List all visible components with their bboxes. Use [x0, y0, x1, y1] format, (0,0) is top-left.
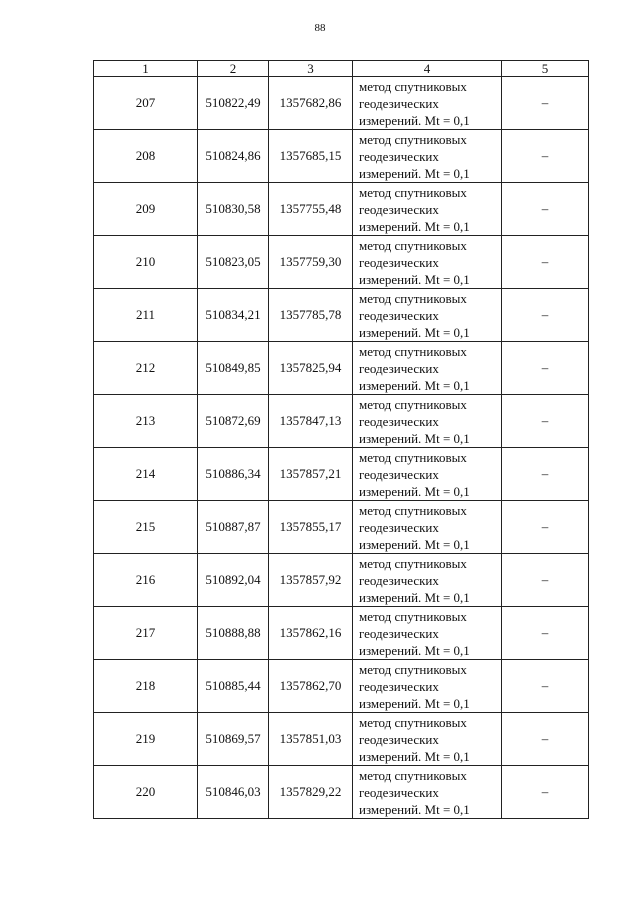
x-coordinate-cell: 510830,58 — [198, 183, 269, 236]
method-cell — [353, 395, 502, 448]
y-coordinate-cell: 1357857,92 — [269, 554, 353, 607]
method-cell — [353, 342, 502, 395]
column-5-cell: – — [502, 342, 589, 395]
method-text-line: метод спутниковых — [359, 131, 467, 147]
point-number-cell: 217 — [94, 607, 198, 660]
column-header-3: 3 — [269, 61, 353, 77]
method-text-line: геодезических — [359, 413, 439, 429]
y-coordinate-cell: 1357851,03 — [269, 713, 353, 766]
column-5-cell: – — [502, 130, 589, 183]
y-coordinate-cell: 1357862,70 — [269, 660, 353, 713]
method-cell — [353, 236, 502, 289]
column-header-5: 5 — [502, 61, 589, 77]
column-5-cell: – — [502, 713, 589, 766]
y-coordinate-cell: 1357855,17 — [269, 501, 353, 554]
method-text-line: геодезических — [359, 466, 439, 482]
point-number-cell: 214 — [94, 448, 198, 501]
method-text-line: измерений. Mt = 0,1 — [359, 642, 470, 658]
table-header-row — [94, 61, 589, 77]
method-text-line: метод спутниковых — [359, 78, 467, 94]
method-cell — [353, 554, 502, 607]
method-text-line: измерений. Mt = 0,1 — [359, 536, 470, 552]
column-5-cell: – — [502, 607, 589, 660]
x-coordinate-cell: 510824,86 — [198, 130, 269, 183]
y-coordinate-cell: 1357847,13 — [269, 395, 353, 448]
x-coordinate-cell: 510886,34 — [198, 448, 269, 501]
x-coordinate-cell: 510822,49 — [198, 77, 269, 130]
x-coordinate-cell: 510888,88 — [198, 607, 269, 660]
x-coordinate-cell: 510823,05 — [198, 236, 269, 289]
method-text-line: измерений. Mt = 0,1 — [359, 430, 470, 446]
method-text-line: измерений. Mt = 0,1 — [359, 271, 470, 287]
method-text-line: метод спутниковых — [359, 555, 467, 571]
table-row — [94, 183, 589, 236]
y-coordinate-cell: 1357862,16 — [269, 607, 353, 660]
method-cell — [353, 501, 502, 554]
y-coordinate-cell: 1357682,86 — [269, 77, 353, 130]
point-number-cell: 211 — [94, 289, 198, 342]
y-coordinate-cell: 1357785,78 — [269, 289, 353, 342]
method-text-line: измерений. Mt = 0,1 — [359, 218, 470, 234]
table-row — [94, 130, 589, 183]
method-text-line: метод спутниковых — [359, 714, 467, 730]
column-5-cell: – — [502, 77, 589, 130]
point-number-cell: 212 — [94, 342, 198, 395]
method-text-line: геодезических — [359, 95, 439, 111]
column-5-cell: – — [502, 448, 589, 501]
method-text-line: геодезических — [359, 201, 439, 217]
table-row — [94, 395, 589, 448]
method-text-line: метод спутниковых — [359, 343, 467, 359]
method-text-line: метод спутниковых — [359, 767, 467, 783]
table-row — [94, 554, 589, 607]
method-text-line: метод спутниковых — [359, 449, 467, 465]
table-row — [94, 77, 589, 130]
method-cell — [353, 766, 502, 819]
table-row — [94, 448, 589, 501]
method-text-line: геодезических — [359, 625, 439, 641]
method-text-line: геодезических — [359, 731, 439, 747]
point-number-cell: 210 — [94, 236, 198, 289]
method-text-line: метод спутниковых — [359, 502, 467, 518]
x-coordinate-cell: 510849,85 — [198, 342, 269, 395]
method-text-line: геодезических — [359, 360, 439, 376]
table-body — [94, 77, 589, 819]
method-text-line: измерений. Mt = 0,1 — [359, 483, 470, 499]
method-text-line: измерений. Mt = 0,1 — [359, 748, 470, 764]
table-row — [94, 766, 589, 819]
column-5-cell: – — [502, 183, 589, 236]
method-cell — [353, 289, 502, 342]
point-number-cell: 215 — [94, 501, 198, 554]
y-coordinate-cell: 1357759,30 — [269, 236, 353, 289]
x-coordinate-cell: 510887,87 — [198, 501, 269, 554]
column-5-cell: – — [502, 236, 589, 289]
y-coordinate-cell: 1357857,21 — [269, 448, 353, 501]
point-number-cell: 207 — [94, 77, 198, 130]
method-text-line: измерений. Mt = 0,1 — [359, 377, 470, 393]
method-text-line: геодезических — [359, 148, 439, 164]
x-coordinate-cell: 510869,57 — [198, 713, 269, 766]
method-text-line: геодезических — [359, 572, 439, 588]
method-text-line: геодезических — [359, 307, 439, 323]
method-cell — [353, 660, 502, 713]
method-text-line: геодезических — [359, 519, 439, 535]
method-cell — [353, 130, 502, 183]
method-cell — [353, 77, 502, 130]
coordinates-table — [93, 60, 589, 819]
x-coordinate-cell: 510834,21 — [198, 289, 269, 342]
column-5-cell: – — [502, 660, 589, 713]
point-number-cell: 213 — [94, 395, 198, 448]
method-text-line: метод спутниковых — [359, 396, 467, 412]
table-row — [94, 342, 589, 395]
column-header-4: 4 — [353, 61, 502, 77]
y-coordinate-cell: 1357829,22 — [269, 766, 353, 819]
y-coordinate-cell: 1357685,15 — [269, 130, 353, 183]
method-text-line: геодезических — [359, 784, 439, 800]
x-coordinate-cell: 510885,44 — [198, 660, 269, 713]
point-number-cell: 216 — [94, 554, 198, 607]
method-text-line: метод спутниковых — [359, 608, 467, 624]
column-5-cell: – — [502, 554, 589, 607]
method-text-line: измерений. Mt = 0,1 — [359, 112, 470, 128]
point-number-cell: 218 — [94, 660, 198, 713]
column-5-cell: – — [502, 395, 589, 448]
method-text-line: измерений. Mt = 0,1 — [359, 589, 470, 605]
y-coordinate-cell: 1357825,94 — [269, 342, 353, 395]
method-cell — [353, 183, 502, 236]
x-coordinate-cell: 510846,03 — [198, 766, 269, 819]
method-cell — [353, 448, 502, 501]
point-number-cell: 208 — [94, 130, 198, 183]
method-text-line: метод спутниковых — [359, 184, 467, 200]
point-number-cell: 220 — [94, 766, 198, 819]
method-cell — [353, 713, 502, 766]
method-text-line: измерений. Mt = 0,1 — [359, 801, 470, 817]
method-text-line: измерений. Mt = 0,1 — [359, 165, 470, 181]
method-cell — [353, 607, 502, 660]
table-row — [94, 713, 589, 766]
point-number-cell: 219 — [94, 713, 198, 766]
table-row — [94, 660, 589, 713]
point-number-cell: 209 — [94, 183, 198, 236]
method-text-line: геодезических — [359, 254, 439, 270]
column-5-cell: – — [502, 766, 589, 819]
method-text-line: метод спутниковых — [359, 290, 467, 306]
table-row — [94, 607, 589, 660]
table-row — [94, 289, 589, 342]
y-coordinate-cell: 1357755,48 — [269, 183, 353, 236]
method-text-line: геодезических — [359, 678, 439, 694]
page-number: 88 — [314, 22, 326, 34]
method-text-line: метод спутниковых — [359, 237, 467, 253]
x-coordinate-cell: 510892,04 — [198, 554, 269, 607]
method-text-line: измерений. Mt = 0,1 — [359, 695, 470, 711]
column-header-1: 1 — [94, 61, 198, 77]
method-text-line: измерений. Mt = 0,1 — [359, 324, 470, 340]
x-coordinate-cell: 510872,69 — [198, 395, 269, 448]
column-header-2: 2 — [198, 61, 269, 77]
method-text-line: метод спутниковых — [359, 661, 467, 677]
column-5-cell: – — [502, 289, 589, 342]
table-row — [94, 236, 589, 289]
table-row — [94, 501, 589, 554]
column-5-cell: – — [502, 501, 589, 554]
